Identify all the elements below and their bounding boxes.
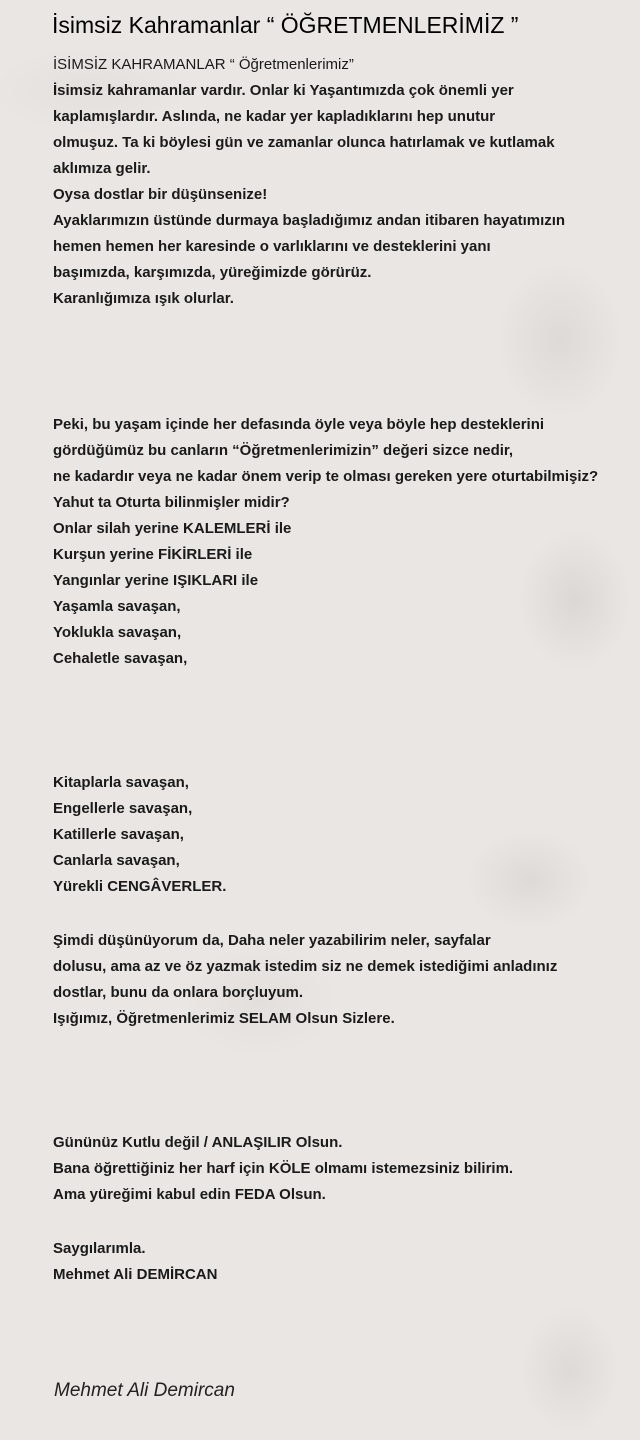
text-line: dolusu, ama az ve öz yazmak istedim siz ne demek istediğimi anladınız: [53, 958, 558, 975]
text-line: Yaşamla savaşan,: [53, 598, 181, 615]
text-line: Oysa dostlar bir düşünsenize!: [53, 186, 268, 203]
text-line: gördüğümüz bu canların “Öğretmenlerimizin” değeri sizce nedir,: [53, 442, 514, 459]
text-line: Engellerle savaşan,: [53, 800, 193, 817]
question-section: [53, 412, 638, 672]
text-line: ne kadardır veya ne kadar önem verip te olması gereken yere oturtabilmişiz?: [53, 468, 599, 485]
text-line: Yürekli CENGÂVERLER.: [53, 878, 227, 895]
text-line: dostlar, bunu da onlara borçluyum.: [53, 984, 304, 1001]
text-line: İSİMSİZ KAHRAMANLAR “ Öğretmenlerimiz”: [53, 56, 354, 73]
text-line: Saygılarımla.: [53, 1240, 146, 1257]
text-line: Onlar silah yerine KALEMLERİ ile: [53, 520, 292, 537]
text-line: Gününüz Kutlu değil / ANLAŞILIR Olsun.: [53, 1134, 343, 1151]
poem-title: İsimsiz Kahramanlar “ ÖĞRETMENLERİMİZ ”: [52, 12, 519, 38]
intro-section: [53, 52, 638, 312]
text-line: Kitaplarla savaşan,: [53, 774, 189, 791]
text-line: hemen hemen her karesinde o varlıklarını ve desteklerini yanı: [53, 238, 491, 255]
text-line: Cehaletle savaşan,: [53, 650, 188, 667]
text-line: olmuşuz. Ta ki böylesi gün ve zamanlar olunca hatırlamak ve kutlamak: [53, 134, 555, 151]
author-signature: Mehmet Ali Demircan: [54, 1380, 235, 1401]
text-line: Bana öğrettiğiniz her harf için KÖLE olmamı istemezsiniz bilirim.: [53, 1160, 514, 1177]
text-line: Kurşun yerine FİKİRLERİ ile: [53, 546, 253, 563]
text-line: kaplamışlardır. Aslında, ne kadar yer kapladıklarını hep unutur: [53, 108, 496, 125]
text-line: İsimsiz kahramanlar vardır. Onlar ki Yaşantımızda çok önemli yer: [53, 82, 514, 99]
text-line: başımızda, karşımızda, yüreğimizde görürüz.: [53, 264, 372, 281]
text-line: Katillerle savaşan,: [53, 826, 184, 843]
warriors-section: [53, 770, 638, 900]
closing-section: [53, 1130, 638, 1208]
text-line: Canlarla savaşan,: [53, 852, 180, 869]
text-line: Yoklukla savaşan,: [53, 624, 182, 641]
text-line: Işığımız, Öğretmenlerimiz SELAM Olsun Sizlere.: [53, 1010, 395, 1027]
text-line: Karanlığımıza ışık olurlar.: [53, 290, 234, 307]
text-line: Şimdi düşünüyorum da, Daha neler yazabilirim neler, sayfalar: [53, 932, 491, 949]
regards-section: [53, 1236, 638, 1288]
text-line: Ayaklarımızın üstünde durmaya başladığımız andan itibaren hayatımızın: [53, 212, 566, 229]
text-line: Yangınlar yerine IŞIKLARI ile: [53, 572, 259, 589]
text-line: Peki, bu yaşam içinde her defasında öyle veya böyle hep desteklerini: [53, 416, 545, 433]
text-line: aklımıza gelir.: [53, 160, 151, 177]
text-line: Yahut ta Oturta bilinmişler midir?: [53, 494, 290, 511]
text-line: Ama yüreğimi kabul edin FEDA Olsun.: [53, 1186, 326, 1203]
author-name: Mehmet Ali DEMİRCAN: [53, 1266, 218, 1283]
reflection-section: [53, 928, 638, 1032]
